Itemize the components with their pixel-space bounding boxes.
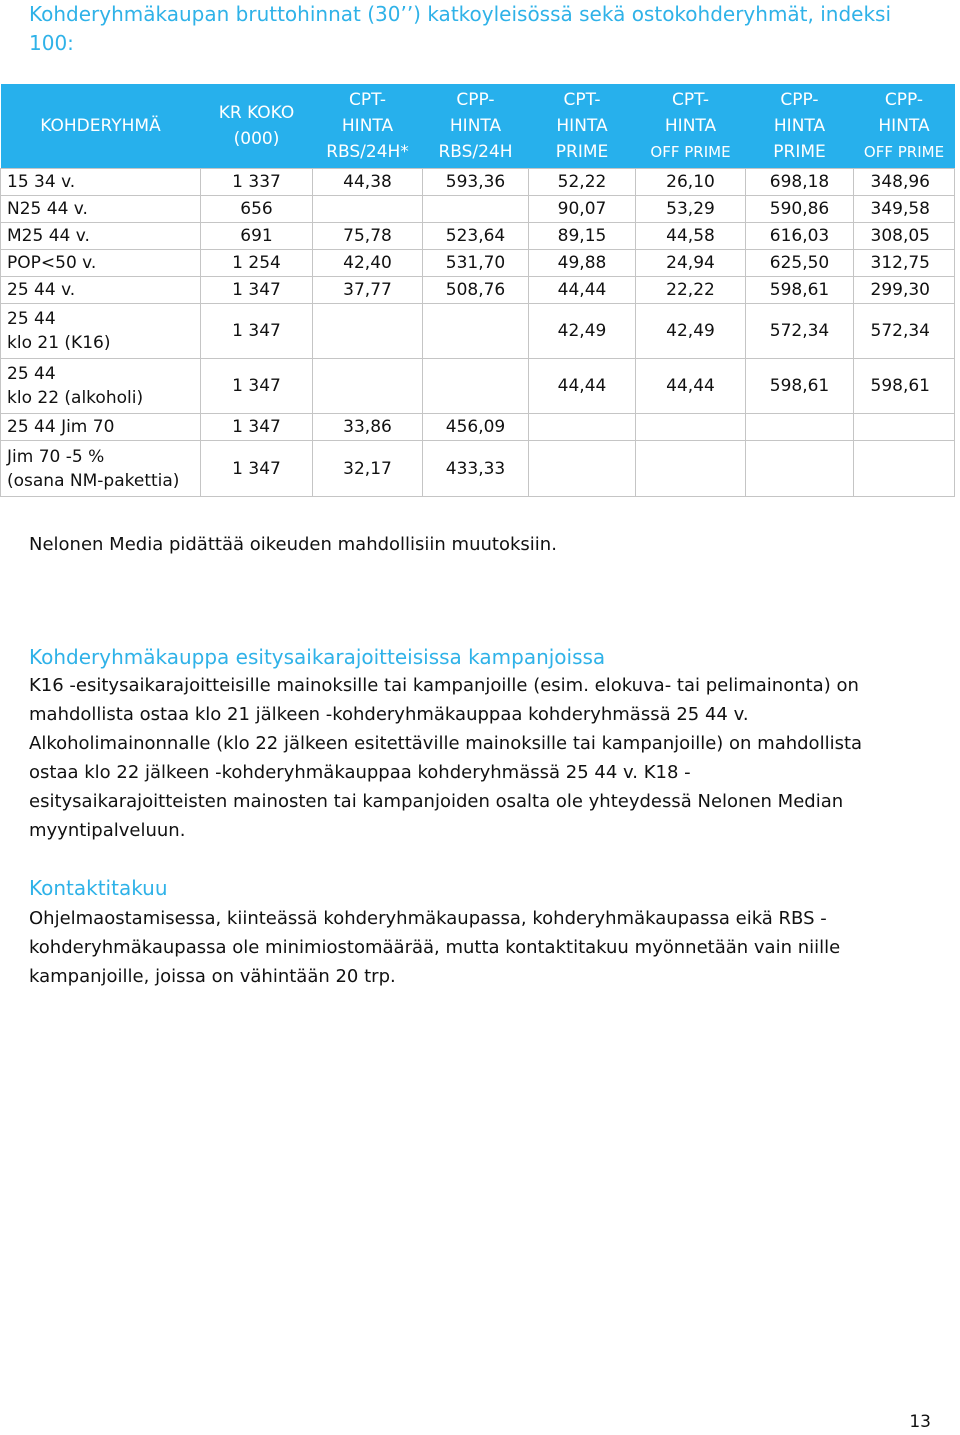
- col-header-line: HINTA: [773, 116, 826, 136]
- cell-value: 433,33: [423, 441, 529, 497]
- col-header-koko-line: KR KOKO: [218, 103, 295, 123]
- price-table-body: [1, 169, 955, 497]
- cell-value: 299,30: [854, 277, 955, 304]
- cell-group-line: (osana NM-pakettia): [7, 470, 180, 491]
- cell-value: 24,94: [636, 250, 746, 277]
- cell-value: 598,61: [854, 359, 955, 414]
- cell-value: 26,10: [636, 169, 746, 196]
- col-header-line: CPT-: [348, 90, 387, 110]
- table-row: [1, 169, 955, 196]
- cell-value: 42,49: [636, 304, 746, 359]
- cell-value: 572,34: [854, 304, 955, 359]
- cell-value: 42,49: [529, 304, 636, 359]
- text-line: kampanjoille, joissa on vähintään 20 trp.: [29, 966, 396, 987]
- cell-value: 308,05: [854, 223, 955, 250]
- text-line: mahdollista ostaa klo 21 jälkeen -kohderyhmäkauppaa kohderyhmässä 25 44 v.: [29, 704, 749, 725]
- col-header-line: CPT-: [671, 90, 710, 110]
- cell-koko: 1 337: [201, 169, 313, 196]
- cell-group: [1, 441, 201, 497]
- cell-value: [636, 414, 746, 441]
- cell-value: 508,76: [423, 277, 529, 304]
- disclaimer-note: Nelonen Media pidättää oikeuden mahdollisiin muutoksiin.: [29, 534, 557, 555]
- cell-value: 89,15: [529, 223, 636, 250]
- cell-value: 44,44: [529, 359, 636, 414]
- cell-value: 348,96: [854, 169, 955, 196]
- col-header-koko: [201, 84, 313, 169]
- page-number: 13: [909, 1412, 931, 1432]
- cell-value: 22,22: [636, 277, 746, 304]
- cell-group-line: POP<50 v.: [7, 253, 97, 273]
- cell-group-line: klo 21 (K16): [7, 333, 111, 353]
- cell-value: 90,07: [529, 196, 636, 223]
- table-row: [1, 250, 955, 277]
- cell-koko: 1 347: [201, 277, 313, 304]
- price-table-header: [1, 84, 955, 169]
- col-header-line: CPP-: [884, 90, 924, 110]
- table-row: [1, 441, 955, 497]
- col-header-line: PRIME: [555, 142, 609, 162]
- text-line: esitysaikarajoitteisten mainosten tai kampanjoiden osalta ole yhteydessä Nelonen Median: [29, 791, 844, 812]
- cell-value: [529, 414, 636, 441]
- cell-value: [423, 304, 529, 359]
- text-line: Ohjelmaostamisessa, kiinteässä kohderyhmäkaupassa, kohderyhmäkaupassa eikä RBS -: [29, 908, 827, 929]
- cell-group: [1, 223, 201, 250]
- cell-koko: 1 347: [201, 441, 313, 497]
- col-header-line: CPT-: [563, 90, 601, 110]
- section-text-restricted-campaigns: [29, 671, 949, 845]
- cell-value: 44,58: [636, 223, 746, 250]
- text-line: ostaa klo 22 jälkeen -kohderyhmäkauppaa kohderyhmässä 25 44 v. K18 -: [29, 762, 691, 783]
- cell-value: 593,36: [423, 169, 529, 196]
- cell-value: 44,38: [313, 169, 423, 196]
- cell-value: 698,18: [746, 169, 854, 196]
- cell-value: 49,88: [529, 250, 636, 277]
- table-row: [1, 277, 955, 304]
- text-line: kohderyhmäkaupassa ole minimiostomäärää, mutta kontaktitakuu myönnetään vain niille: [29, 937, 841, 958]
- text-line: K16 -esitysaikarajoitteisille mainoksille tai kampanjoille (esim. elokuva- tai pelimainonta) on: [29, 675, 859, 696]
- cell-value: [746, 441, 854, 497]
- cell-value: [313, 359, 423, 414]
- cell-value: [529, 441, 636, 497]
- cell-value: 590,86: [746, 196, 854, 223]
- cell-value: [423, 196, 529, 223]
- cell-koko: 1 347: [201, 359, 313, 414]
- col-header-line: HINTA: [341, 116, 394, 136]
- table-row: [1, 414, 955, 441]
- cell-value: 349,58: [854, 196, 955, 223]
- cell-value: [854, 414, 955, 441]
- cell-value: 523,64: [423, 223, 529, 250]
- cell-value: 42,40: [313, 250, 423, 277]
- col-header-line: RBS/24H: [438, 142, 513, 162]
- cell-value: 598,61: [746, 359, 854, 414]
- cell-group: [1, 359, 201, 414]
- cell-value: 44,44: [636, 359, 746, 414]
- cell-group: [1, 277, 201, 304]
- cell-koko: 691: [201, 223, 313, 250]
- section-heading-contact-guarantee: Kontaktitakuu: [29, 876, 168, 900]
- cell-value: 531,70: [423, 250, 529, 277]
- cell-group: [1, 196, 201, 223]
- cell-group-line: N25 44 v.: [7, 199, 88, 219]
- cell-value: 598,61: [746, 277, 854, 304]
- cell-koko: 1 254: [201, 250, 313, 277]
- cell-value: 312,75: [854, 250, 955, 277]
- col-header-group: KOHDERYHMÄ: [1, 84, 201, 169]
- col-header-line: CPP-: [780, 90, 819, 110]
- cell-group-line: 15 34 v.: [7, 172, 76, 192]
- cell-value: [746, 414, 854, 441]
- cell-group: [1, 169, 201, 196]
- col-header-cpp-offprime: [854, 84, 955, 169]
- cell-value: 44,44: [529, 277, 636, 304]
- cell-value: [854, 441, 955, 497]
- cell-value: 572,34: [746, 304, 854, 359]
- price-table: [0, 84, 955, 497]
- col-header-cpp-prime: [746, 84, 854, 169]
- cell-group-line: M25 44 v.: [7, 226, 90, 246]
- cell-group-line: 25 44: [7, 309, 56, 329]
- cell-group-line: 25 44 v.: [7, 280, 76, 300]
- cell-group: [1, 414, 201, 441]
- cell-value: 456,09: [423, 414, 529, 441]
- cell-koko: 656: [201, 196, 313, 223]
- col-header-line: HINTA: [664, 116, 717, 136]
- cell-value: 52,22: [529, 169, 636, 196]
- table-row: [1, 304, 955, 359]
- cell-value: 32,17: [313, 441, 423, 497]
- cell-koko: 1 347: [201, 414, 313, 441]
- col-header-cpt-offprime: [636, 84, 746, 169]
- text-line: Alkoholimainonnalle (klo 22 jälkeen esitettäville mainoksille tai kampanjoille) on mahdollista: [29, 733, 863, 754]
- cell-group: [1, 304, 201, 359]
- cell-value: [636, 441, 746, 497]
- col-header-line: HINTA: [878, 116, 930, 136]
- col-header-line: OFF PRIME: [863, 143, 945, 161]
- section-heading-restricted-campaigns: Kohderyhmäkauppa esitysaikarajoitteisissa kampanjoissa: [29, 645, 606, 669]
- table-row: [1, 196, 955, 223]
- cell-value: 625,50: [746, 250, 854, 277]
- col-header-line: RBS/24H*: [326, 142, 409, 162]
- cell-value: 37,77: [313, 277, 423, 304]
- cell-group-line: 25 44 Jim 70: [7, 417, 115, 437]
- text-line: myyntipalveluun.: [29, 820, 186, 841]
- cell-value: [313, 304, 423, 359]
- cell-value: 75,78: [313, 223, 423, 250]
- section-text-contact-guarantee: [29, 904, 949, 991]
- cell-value: [313, 196, 423, 223]
- table-row: [1, 223, 955, 250]
- cell-group-line: klo 22 (alkoholi): [7, 388, 144, 408]
- col-header-line: HINTA: [449, 116, 502, 136]
- col-header-koko-line: (000): [233, 129, 280, 149]
- col-header-line: OFF PRIME: [650, 143, 731, 161]
- cell-group-line: Jim 70 -5 %: [7, 446, 105, 467]
- cell-koko: 1 347: [201, 304, 313, 359]
- cell-value: 33,86: [313, 414, 423, 441]
- cell-value: 53,29: [636, 196, 746, 223]
- page-title: Kohderyhmäkaupan bruttohinnat (30’’) katkoyleisössä sekä ostokohderyhmät, indeksi 100:: [29, 2, 892, 55]
- col-header-line: CPP-: [456, 90, 495, 110]
- cell-group: [1, 250, 201, 277]
- cell-value: 616,03: [746, 223, 854, 250]
- col-header-cpt-rbs: [313, 84, 423, 169]
- col-header-line: HINTA: [556, 116, 608, 136]
- col-header-cpp-rbs: [423, 84, 529, 169]
- cell-value: [423, 359, 529, 414]
- cell-group-line: 25 44: [7, 364, 56, 384]
- col-header-line: PRIME: [773, 142, 826, 162]
- col-header-cpt-prime: [529, 84, 636, 169]
- table-row: [1, 359, 955, 414]
